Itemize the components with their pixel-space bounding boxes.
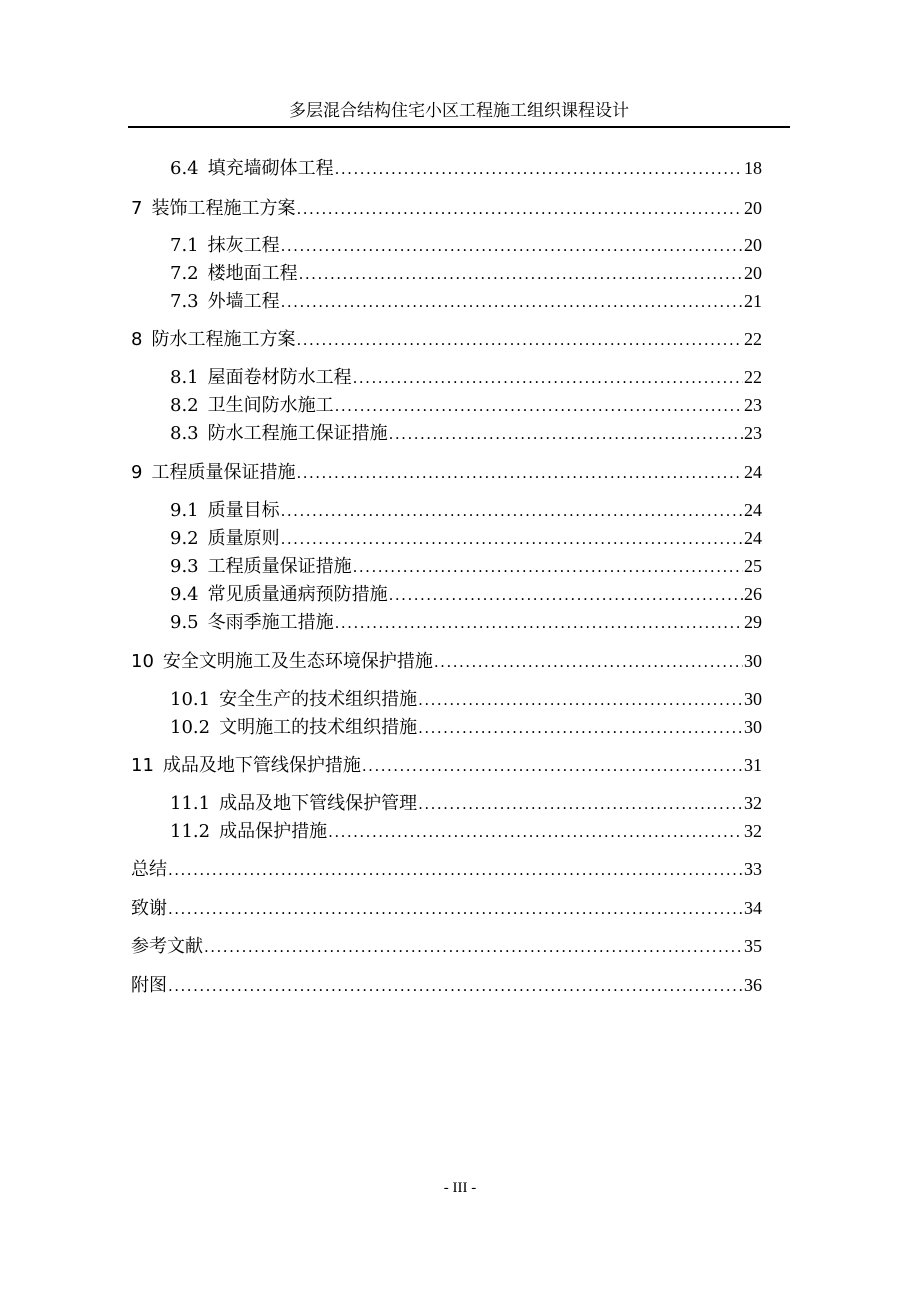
toc-entry-number: 7 (131, 198, 143, 219)
toc-entry-page: 26 (744, 584, 762, 604)
toc-entry-page: 20 (744, 235, 762, 255)
toc-entry-page: 25 (744, 556, 762, 576)
toc-entry-number: 8.1 (170, 367, 199, 388)
toc-entry-title: 屋面卷材防水工程 (207, 367, 352, 388)
toc-entry-page: 24 (744, 462, 762, 482)
toc-dot-leader (281, 526, 743, 552)
toc-entry-chapter[interactable] (131, 752, 762, 778)
toc-entry-page: 32 (744, 821, 762, 841)
toc-dot-leader (362, 753, 743, 779)
toc-entry-section[interactable] (170, 497, 762, 523)
toc-entry-chapter[interactable] (131, 459, 762, 485)
toc-entry-section[interactable] (170, 232, 762, 258)
toc-entry-page: 33 (744, 859, 762, 879)
toc-dot-leader (168, 896, 743, 922)
toc-dot-leader (335, 393, 743, 419)
toc-entry-title: 填充墙砌体工程 (207, 158, 334, 179)
toc-entry-title: 成品及地下管线保护管理 (219, 793, 418, 814)
toc-entry-number: 8.2 (170, 395, 199, 416)
toc-entry-chapter[interactable] (131, 195, 762, 221)
toc-entry-title: 成品保护措施 (219, 821, 328, 842)
toc-dot-leader (389, 421, 743, 447)
toc-entry-chapter[interactable] (131, 972, 762, 998)
toc-entry-title: 安全生产的技术组织措施 (219, 689, 418, 710)
toc-entry-title: 工程质量保证措施 (151, 462, 296, 483)
toc-entry-section[interactable] (170, 525, 762, 551)
toc-entry-title: 冬雨季施工措施 (207, 612, 334, 633)
toc-dot-leader (418, 715, 743, 741)
toc-dot-leader (353, 554, 743, 580)
toc-entry-title: 装饰工程施工方案 (151, 198, 296, 219)
toc-entry-number: 10 (131, 651, 154, 672)
toc-dot-leader (281, 498, 743, 524)
toc-entry-number: 11.2 (170, 821, 211, 842)
page-number: - III - (443, 1180, 477, 1196)
toc-entry-title: 防水工程施工保证措施 (207, 423, 388, 444)
toc-entry-section[interactable] (170, 553, 762, 579)
toc-entry-title: 卫生间防水施工 (207, 395, 334, 416)
toc-entry-number: 9.2 (170, 528, 199, 549)
toc-entry-number: 8.3 (170, 423, 199, 444)
toc-entry-title: 质量原则 (207, 528, 280, 549)
toc-entry-number: 7.2 (170, 263, 199, 284)
toc-entry-number: 10.1 (170, 689, 211, 710)
toc-entry-title: 楼地面工程 (207, 263, 298, 284)
toc-entry-section[interactable] (170, 420, 762, 446)
toc-entry-number: 11.1 (170, 793, 211, 814)
toc-entry-section[interactable] (170, 714, 762, 740)
toc-dot-leader (296, 460, 743, 486)
toc-entry-title: 安全文明施工及生态环境保护措施 (162, 651, 433, 672)
toc-entry-page: 30 (744, 651, 762, 671)
toc-entry-title: 总结 (131, 859, 167, 880)
toc-dot-leader (299, 261, 743, 287)
toc-entry-title: 常见质量通病预防措施 (207, 584, 388, 605)
toc-entry-section[interactable] (170, 818, 762, 844)
toc-entry-page: 31 (744, 755, 762, 775)
toc-entry-section[interactable] (170, 155, 762, 181)
toc-dot-leader (204, 934, 743, 960)
toc-dot-leader (335, 156, 743, 182)
toc-dot-leader (296, 327, 743, 353)
toc-entry-page: 29 (744, 612, 762, 632)
toc-entry-page: 30 (744, 717, 762, 737)
toc-entry-title: 致谢 (131, 898, 167, 919)
toc-entry-number: 6.4 (170, 158, 199, 179)
toc-dot-leader (168, 857, 743, 883)
running-header: 多层混合结构住宅小区工程施工组织课程设计 (289, 101, 629, 121)
toc-dot-leader (328, 819, 743, 845)
toc-dot-leader (168, 973, 743, 999)
toc-entry-title: 参考文献 (131, 936, 203, 957)
toc-entry-page: 20 (744, 198, 762, 218)
toc-entry-page: 18 (744, 158, 762, 178)
toc-entry-section[interactable] (170, 260, 762, 286)
toc-entry-section[interactable] (170, 288, 762, 314)
toc-entry-page: 30 (744, 689, 762, 709)
toc-dot-leader (389, 582, 743, 608)
toc-entry-number: 9.5 (170, 612, 199, 633)
toc-entry-page: 22 (744, 329, 762, 349)
toc-entry-chapter[interactable] (131, 648, 762, 674)
toc-entry-number: 7.1 (170, 235, 199, 256)
toc-entry-chapter[interactable] (131, 895, 762, 921)
toc-entry-number: 10.2 (170, 717, 211, 738)
toc-dot-leader (281, 233, 743, 259)
toc-dot-leader (353, 365, 743, 391)
toc-entry-page: 32 (744, 793, 762, 813)
toc-entry-title: 防水工程施工方案 (151, 329, 296, 350)
toc-entry-page: 23 (744, 395, 762, 415)
toc-entry-number: 8 (131, 329, 143, 350)
toc-entry-chapter[interactable] (131, 326, 762, 352)
toc-entry-title: 文明施工的技术组织措施 (219, 717, 418, 738)
toc-entry-page: 36 (744, 975, 762, 995)
toc-entry-number: 9 (131, 462, 143, 483)
toc-entry-section[interactable] (170, 686, 762, 712)
toc-entry-number: 9.3 (170, 556, 199, 577)
toc-dot-leader (296, 196, 743, 222)
toc-entry-page: 23 (744, 423, 762, 443)
toc-entry-page: 24 (744, 500, 762, 520)
toc-entry-number: 9.4 (170, 584, 199, 605)
toc-dot-leader (335, 610, 743, 636)
toc-entry-title: 质量目标 (207, 500, 280, 521)
toc-entry-page: 21 (744, 291, 762, 311)
toc-entry-page: 20 (744, 263, 762, 283)
toc-entry-title: 工程质量保证措施 (207, 556, 352, 577)
toc-dot-leader (418, 791, 743, 817)
toc-dot-leader (418, 687, 743, 713)
toc-entry-page: 22 (744, 367, 762, 387)
toc-entry-section[interactable] (170, 609, 762, 635)
toc-dot-leader (281, 289, 743, 315)
toc-entry-section[interactable] (170, 364, 762, 390)
toc-entry-chapter[interactable] (131, 933, 762, 959)
toc-entry-section[interactable] (170, 790, 762, 816)
toc-dot-leader (434, 649, 743, 675)
toc-entry-title: 抹灰工程 (207, 235, 280, 256)
toc-entry-section[interactable] (170, 392, 762, 418)
toc-entry-number: 9.1 (170, 500, 199, 521)
toc-entry-title: 附图 (131, 975, 167, 996)
toc-entry-title: 成品及地下管线保护措施 (162, 755, 361, 776)
toc-entry-page: 34 (744, 898, 762, 918)
toc-entry-number: 11 (131, 755, 154, 776)
toc-entry-section[interactable] (170, 581, 762, 607)
toc-entry-page: 35 (744, 936, 762, 956)
toc-entry-chapter[interactable] (131, 856, 762, 882)
toc-entry-page: 24 (744, 528, 762, 548)
toc-entry-number: 7.3 (170, 291, 199, 312)
toc-entry-title: 外墙工程 (207, 291, 280, 312)
